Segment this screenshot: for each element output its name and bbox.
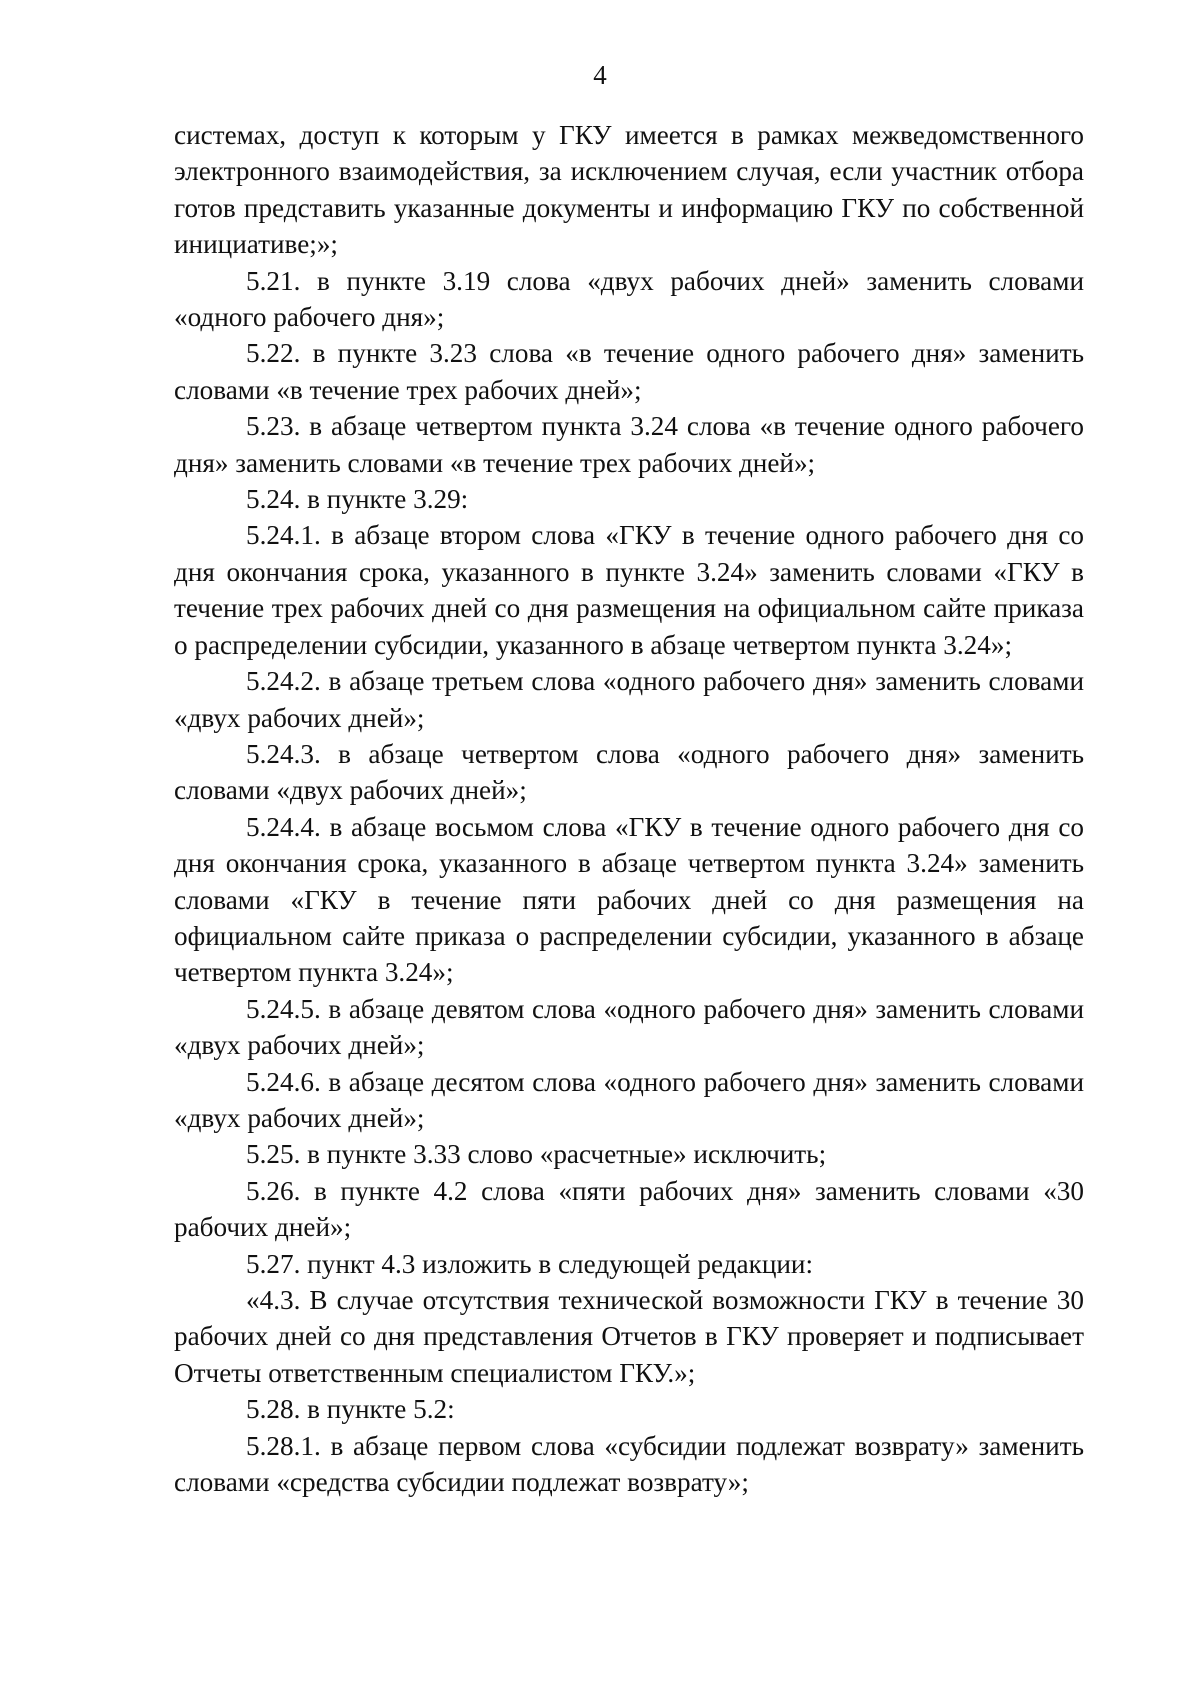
paragraph-5-25: 5.25. в пункте 3.33 слово «расчетные» исключить; xyxy=(246,1139,827,1170)
paragraph-continuation: системах, доступ к которым у ГКУ имеется в рамках межведомственного электронного взаимодействия, за исключением случая, если участник отбора готов представить указанные документы и информацию ГКУ по собственной инициативе;»; xyxy=(174,120,1084,260)
paragraph-5-23: 5.23. в абзаце четвертом пункта 3.24 слова «в течение одного рабочего дня» заменить словами «в течение трех рабочих дней»; xyxy=(174,411,1084,478)
paragraph-5-27: 5.27. пункт 4.3 изложить в следующей редакции: xyxy=(246,1248,814,1279)
paragraph-5-24-1: 5.24.1. в абзаце втором слова «ГКУ в течение одного рабочего дня со дня окончания срока, указанного в пункте 3.24» заменить словами «ГКУ в течение трех рабочих дней со дня размещения на официальном сайте приказа о распределении субсидии, указанного в абзаце четвертом пункта 3.24»; xyxy=(174,520,1084,660)
page-number: 4 xyxy=(593,60,607,90)
paragraph-5-24-5: 5.24.5. в абзаце девятом слова «одного рабочего дня» заменить словами «двух рабочих дней»; xyxy=(174,993,1084,1061)
paragraph-5-24: 5.24. в пункте 3.29: xyxy=(246,484,469,515)
paragraph-5-28: 5.28. в пункте 5.2: xyxy=(246,1394,455,1425)
paragraph-4-3-quote: «4.3. В случае отсутствия технической возможности ГКУ в течение 30 рабочих дней со дня представления Отчетов в ГКУ проверяет и подписывает Отчеты ответственным специалистом ГКУ.»; xyxy=(174,1285,1084,1388)
paragraph-5-22: 5.22. в пункте 3.23 слова «в течение одного рабочего дня» заменить словами «в течение трех рабочих дней»; xyxy=(174,338,1084,405)
paragraph-5-26: 5.26. в пункте 4.2 слова «пяти рабочих дня» заменить словами «30 рабочих дней»; xyxy=(174,1175,1084,1243)
paragraph-5-24-6: 5.24.6. в абзаце десятом слова «одного рабочего дня» заменить словами «двух рабочих дней»; xyxy=(174,1066,1084,1133)
paragraph-5-24-3: 5.24.3. в абзаце четвертом слова «одного рабочего дня» заменить словами «двух рабочих дней»; xyxy=(174,738,1084,806)
paragraph-5-28-1: 5.28.1. в абзаце первом слова «субсидии подлежат возврату» заменить словами «средства субсидии подлежат возврату»; xyxy=(174,1430,1084,1498)
paragraph-5-24-4: 5.24.4. в абзаце восьмом слова «ГКУ в течение одного рабочего дня со дня окончания срока, указанного в абзаце четвертом пункта 3.24» заменить словами «ГКУ в течение пяти рабочих дней со дня размещения на официальном сайте приказа о распределении субсидии, указанного в абзаце четвертом пункта 3.24»; xyxy=(174,811,1084,988)
document-body xyxy=(174,117,1084,1500)
paragraph-5-21: 5.21. в пункте 3.19 слова «двух рабочих дней» заменить словами «одного рабочего дня»; xyxy=(174,265,1084,333)
paragraph-5-24-2: 5.24.2. в абзаце третьем слова «одного рабочего дня» заменить словами «двух рабочих дней»; xyxy=(174,666,1084,733)
